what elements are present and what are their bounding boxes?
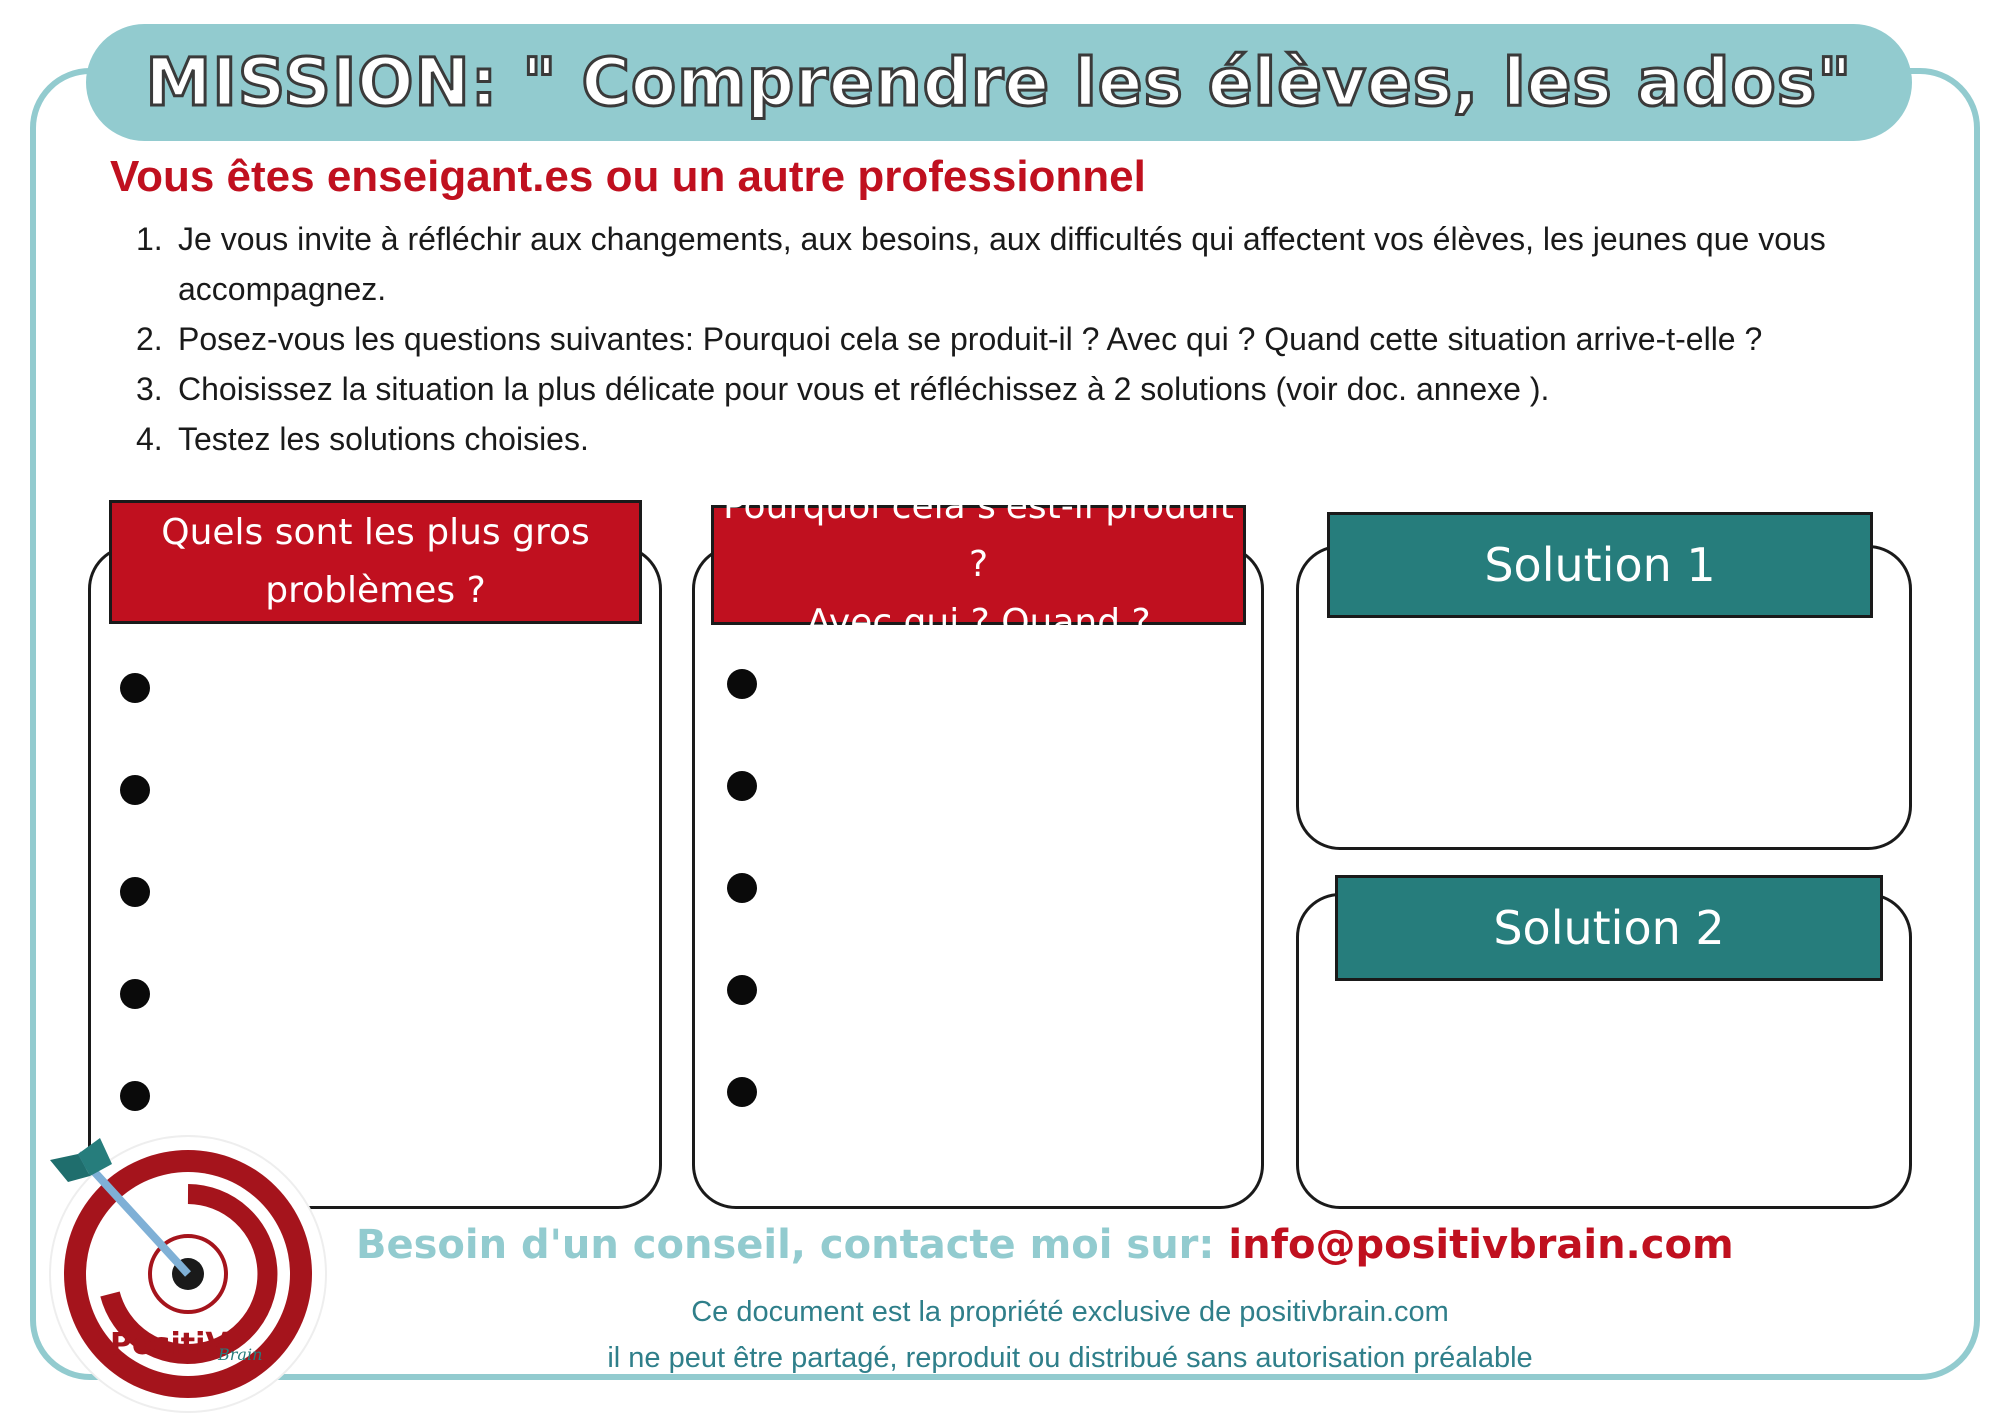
bullet-point — [120, 877, 150, 907]
problems-header-line1: Quels sont les plus gros — [161, 512, 590, 553]
causes-header — [711, 486, 1246, 643]
contact-label: Besoin d'un conseil, contacte moi sur: — [356, 1222, 1215, 1268]
positivbrain-logo — [38, 1124, 328, 1414]
problems-header-line2: problèmes ? — [265, 570, 486, 611]
bullet-point — [727, 975, 757, 1005]
logo-wordmark: PositiV — [110, 1327, 229, 1362]
title-banner — [86, 24, 1912, 141]
instruction-item — [136, 214, 1966, 314]
subtitle: Vous êtes enseigant.es ou un autre professionnel — [110, 152, 1146, 201]
instruction-text: Choisissez la situation la plus délicate pour vous et réfléchissez à 2 solutions (voir doc. annexe ). — [178, 371, 1550, 407]
problems-header — [109, 500, 642, 624]
instruction-number: 4. — [136, 421, 163, 457]
bullet-point — [120, 979, 150, 1009]
problems-box[interactable] — [88, 545, 662, 1209]
contact-line — [356, 1222, 1734, 1268]
instruction-list — [136, 214, 1966, 464]
legal-notice-line2: il ne peut être partagé, reproduit ou distribué sans autorisation préalable — [607, 1342, 1533, 1374]
bullet-point — [727, 873, 757, 903]
bullet-point — [727, 771, 757, 801]
instruction-text: Je vous invite à réfléchir aux changements, aux besoins, aux difficultés qui affectent vos élèves, les jeunes que vous accompagnez. — [178, 221, 1826, 307]
logo-subword: Brain — [218, 1345, 263, 1364]
instruction-number: 1. — [136, 221, 163, 257]
bullet-point — [120, 1081, 150, 1111]
instruction-text: Testez les solutions choisies. — [178, 421, 589, 457]
bullet-point — [120, 673, 150, 703]
bullet-point — [120, 775, 150, 805]
instruction-item — [136, 364, 1966, 414]
bullet-point — [727, 1077, 757, 1107]
causes-header-line1: Pourquoi cela s'est-il produit ? — [723, 486, 1234, 585]
legal-notice-line1: Ce document est la propriété exclusive de positivbrain.com — [691, 1296, 1449, 1328]
solution-2-header: Solution 2 — [1335, 875, 1883, 981]
solution-1-header: Solution 1 — [1327, 512, 1873, 618]
instruction-item — [136, 414, 1966, 464]
instruction-number: 2. — [136, 321, 163, 357]
instruction-item — [136, 314, 1966, 364]
instruction-number: 3. — [136, 371, 163, 407]
page-title: MISSION: " Comprendre les élèves, les ados" — [145, 44, 1853, 121]
instruction-text: Posez-vous les questions suivantes: Pourquoi cela se produit-il ? Avec qui ? Quand cette situation arrive-t-elle ? — [178, 321, 1763, 357]
contact-email-link[interactable]: info@positivbrain.com — [1228, 1222, 1734, 1268]
bullet-point — [727, 669, 757, 699]
causes-header-line2: Avec qui ? Quand ? — [806, 602, 1151, 643]
